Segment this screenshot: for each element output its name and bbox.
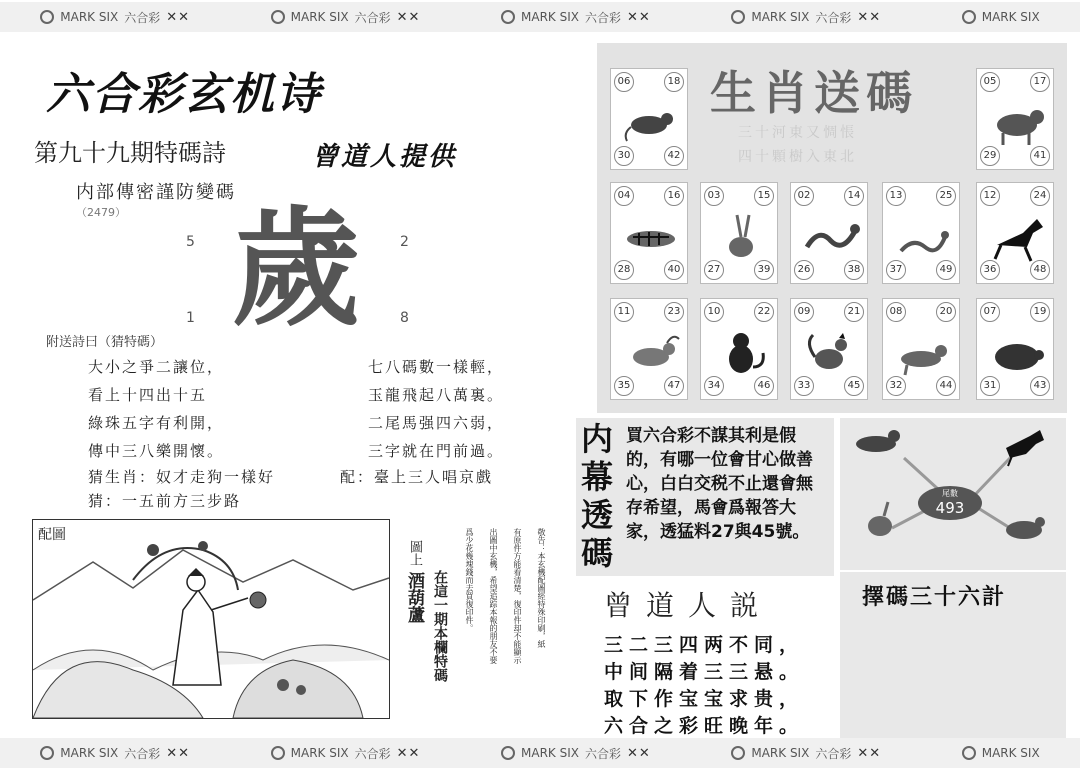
zodiac-number: 29 xyxy=(980,146,1000,166)
cross-icon: ✕✕ xyxy=(396,9,421,25)
notice-col: 有原件方能看清楚，復印件却不能顯示 xyxy=(513,528,522,664)
logo-icon xyxy=(731,10,745,24)
zodiac-card xyxy=(882,182,960,284)
riddle-character: 歲 xyxy=(232,195,361,344)
zodiac-number: 31 xyxy=(980,376,1000,396)
zodiac-number: 26 xyxy=(794,260,814,280)
cross-icon: ✕✕ xyxy=(857,9,882,25)
zodiac-number: 09 xyxy=(794,302,814,322)
banner-cn: 六合彩 xyxy=(815,746,852,761)
page-title: 六合彩玄机诗 xyxy=(46,69,322,120)
zodiac-number: 18 xyxy=(664,72,684,92)
poem-line: 綠珠五字有利開， xyxy=(88,414,225,432)
cross-icon: ✕✕ xyxy=(166,9,191,25)
bottom-banner xyxy=(0,738,1080,768)
digit-bottom-right: 8 xyxy=(400,310,409,326)
banner-unit xyxy=(271,745,421,762)
zodiac-number: 19 xyxy=(1030,302,1050,322)
rabbit-icon xyxy=(868,502,892,536)
banner-brand: MARK SIX xyxy=(290,10,349,24)
zodiac-number: 47 xyxy=(664,376,684,396)
zodiac-number: 41 xyxy=(1030,146,1050,166)
zodiac-card xyxy=(882,298,960,400)
logo-icon xyxy=(962,746,976,760)
banner-cn: 六合彩 xyxy=(354,746,391,761)
zodiac-number: 30 xyxy=(614,146,634,166)
zodiac-card xyxy=(610,68,688,170)
poem-line: 三字就在門前過。 xyxy=(368,442,505,460)
guess-line: 猜：一五前方三步路 xyxy=(88,492,242,510)
banner-unit xyxy=(731,9,881,26)
poem-line: 七八碼數一樣輕， xyxy=(368,358,505,376)
logo-icon xyxy=(40,10,54,24)
neimu-text: 買六合彩不謀其利是假的，有哪一位會甘心做善心，白白交税不止還會無存希望，馬會爲報答大家，透猛料27與45號。 xyxy=(618,418,834,576)
caption-big: 酒葫蘆 xyxy=(404,572,424,623)
goat-icon xyxy=(621,323,681,379)
zodiac-number: 23 xyxy=(664,302,684,322)
zodiac-number: 11 xyxy=(614,302,634,322)
zodiac-number: 38 xyxy=(844,260,864,280)
zodiac-number: 25 xyxy=(936,186,956,206)
horse-icon xyxy=(1006,430,1044,466)
zengdao-line: 取下作宝宝求贵， xyxy=(604,688,805,710)
zodiac-number: 48 xyxy=(1030,260,1050,280)
cross-icon: ✕✕ xyxy=(626,745,651,761)
zengdao-line: 中间隔着三三悬。 xyxy=(604,661,805,683)
banner-unit xyxy=(40,745,190,762)
logo-icon xyxy=(501,10,515,24)
subtitle-number: （2479） xyxy=(76,206,126,219)
zodiac-number: 20 xyxy=(936,302,956,322)
banner-brand: MARK SIX xyxy=(981,746,1040,760)
guess-animal: 猜生肖：奴才走狗一樣好 xyxy=(88,468,276,486)
horse-icon xyxy=(987,207,1047,263)
zodiac-number: 05 xyxy=(980,72,1000,92)
banner-brand: MARK SIX xyxy=(521,746,579,760)
zodiac-card xyxy=(610,298,688,400)
zodiac-number: 16 xyxy=(664,186,684,206)
zodiac-card xyxy=(700,182,778,284)
zodiac-card xyxy=(700,298,778,400)
zengdao-line: 三二三四两不同， xyxy=(604,634,805,656)
rat-icon xyxy=(621,93,681,149)
poem-heading: 附送詩曰（猜特碼） xyxy=(46,335,164,350)
zodiac-number: 24 xyxy=(1030,186,1050,206)
neimu-label: 内幕透碼 xyxy=(576,418,618,576)
banner-unit xyxy=(962,746,1040,760)
zodiac-card xyxy=(976,298,1054,400)
poem-line: 傳中三八樂開懷。 xyxy=(88,442,225,460)
tail-number-badge xyxy=(918,486,982,520)
poem-line: 二尾馬强四六弱， xyxy=(368,414,505,432)
logo-icon xyxy=(501,746,515,760)
banner-brand: MARK SIX xyxy=(60,10,119,24)
digit-top-right: 2 xyxy=(400,234,409,250)
zodiac-number: 06 xyxy=(614,72,634,92)
zodiac-number: 43 xyxy=(1030,376,1050,396)
top-banner xyxy=(0,2,1080,32)
zodiac-number: 35 xyxy=(614,376,634,396)
zodiac-number: 22 xyxy=(754,302,774,322)
dog-icon xyxy=(893,323,953,379)
logo-icon xyxy=(962,10,976,24)
zodiac-number: 27 xyxy=(704,260,724,280)
poem-line: 玉龍飛起八萬裏。 xyxy=(368,386,505,404)
digit-top-left: 5 xyxy=(186,234,195,250)
banner-unit xyxy=(271,9,421,26)
banner-unit xyxy=(501,9,651,26)
logo-icon xyxy=(271,746,285,760)
cross-icon: ✕✕ xyxy=(857,745,882,761)
monkey-icon xyxy=(711,323,771,379)
cross-icon: ✕✕ xyxy=(166,745,191,761)
tiger-icon xyxy=(621,207,681,263)
banner-brand: MARK SIX xyxy=(981,10,1040,24)
banner-cn: 六合彩 xyxy=(815,10,852,25)
logo-icon xyxy=(731,746,745,760)
issue-title: 第九十九期特碼詩 xyxy=(34,139,226,167)
zodiac-number: 49 xyxy=(936,260,956,280)
zodiac-number: 42 xyxy=(664,146,684,166)
snake-icon xyxy=(893,207,953,263)
zodiac-number: 33 xyxy=(794,376,814,396)
faint-line: 三十河東又惆悵 xyxy=(738,125,857,141)
illustration-label: 配圖 xyxy=(38,527,66,543)
zodiac-card xyxy=(976,182,1054,284)
rabbit-icon xyxy=(711,207,771,263)
caption-two: 在這一期本欄特碼 xyxy=(432,570,448,682)
banner-cn: 六合彩 xyxy=(354,10,391,25)
notice-col: 爲少花幾塊錢而去買復印件。 xyxy=(465,528,474,632)
illustration-frame xyxy=(32,519,390,719)
scholar-illustration xyxy=(33,520,389,718)
zodiac-number: 08 xyxy=(886,302,906,322)
logo-icon xyxy=(271,10,285,24)
banner-unit xyxy=(501,745,651,762)
zodiac-number: 36 xyxy=(980,260,1000,280)
banner-cn: 六合彩 xyxy=(584,10,621,25)
zodiac-number: 40 xyxy=(664,260,684,280)
zodiac-number: 21 xyxy=(844,302,864,322)
zodiac-number: 03 xyxy=(704,186,724,206)
banner-cn: 六合彩 xyxy=(124,746,161,761)
pair-line: 配：臺上三人唱京戲 xyxy=(340,468,494,486)
zodiac-card xyxy=(790,298,868,400)
zodiac-number: 39 xyxy=(754,260,774,280)
banner-cn: 六合彩 xyxy=(584,746,621,761)
banner-cn: 六合彩 xyxy=(124,10,161,25)
tail-number-value: 493 xyxy=(935,499,965,517)
zodiac-number: 44 xyxy=(936,376,956,396)
rooster-icon xyxy=(801,323,861,379)
dog-icon xyxy=(856,430,900,452)
logo-icon xyxy=(40,746,54,760)
zodiac-number: 32 xyxy=(886,376,906,396)
cross-icon: ✕✕ xyxy=(396,745,421,761)
banner-unit xyxy=(40,9,190,26)
zodiac-number: 34 xyxy=(704,376,724,396)
ox-icon xyxy=(987,93,1047,149)
banner-brand: MARK SIX xyxy=(751,746,810,760)
pig-icon xyxy=(987,323,1047,379)
notice-col: 敬告：本玄機配圖經特殊印刷，紙 xyxy=(537,528,546,648)
zodiac-number: 07 xyxy=(980,302,1000,322)
banner-brand: MARK SIX xyxy=(751,10,810,24)
faint-line: 四十顆樹入東北 xyxy=(738,149,857,165)
zodiac-number: 12 xyxy=(980,186,1000,206)
banner-brand: MARK SIX xyxy=(60,746,119,760)
zodiac-number: 02 xyxy=(794,186,814,206)
notice-col: 出圖中玄機，希望追踪本報的朋友不要 xyxy=(489,528,498,664)
zodiac-number: 45 xyxy=(844,376,864,396)
zodiac-number: 37 xyxy=(886,260,906,280)
zodiac-number: 13 xyxy=(886,186,906,206)
poem-line: 大小之爭二讓位， xyxy=(88,358,225,376)
zodiac-number: 10 xyxy=(704,302,724,322)
tail-number-label: 尾數 xyxy=(942,489,958,498)
caption-small: 圖上 xyxy=(407,540,422,566)
banner-brand: MARK SIX xyxy=(290,746,349,760)
zodiac-card xyxy=(790,182,868,284)
zodiac-number: 28 xyxy=(614,260,634,280)
subtitle: 内部傳密謹防變碼 xyxy=(76,182,236,203)
banner-unit xyxy=(962,10,1040,24)
zodiac-number: 15 xyxy=(754,186,774,206)
zodiac-title: 生肖送碼 xyxy=(710,66,918,120)
ze-title: 擇碼三十六計 xyxy=(862,585,1007,610)
zodiac-number: 04 xyxy=(614,186,634,206)
digit-bottom-left: 1 xyxy=(186,310,195,326)
zodiac-number: 17 xyxy=(1030,72,1050,92)
zodiac-card xyxy=(610,182,688,284)
dragon-icon xyxy=(801,207,861,263)
zengdao-title: 曾道人説 xyxy=(604,589,773,622)
zodiac-number: 14 xyxy=(844,186,864,206)
ox-icon xyxy=(1006,517,1045,539)
zengdao-line: 六合之彩旺晚年。 xyxy=(604,715,805,737)
provider-title: 曾道人提供 xyxy=(312,142,458,172)
zodiac-card xyxy=(976,68,1054,170)
zodiac-number: 46 xyxy=(754,376,774,396)
poem-line: 看上十四出十五 xyxy=(88,386,208,404)
banner-unit xyxy=(731,745,881,762)
banner-brand: MARK SIX xyxy=(521,10,579,24)
cross-icon: ✕✕ xyxy=(626,9,651,25)
